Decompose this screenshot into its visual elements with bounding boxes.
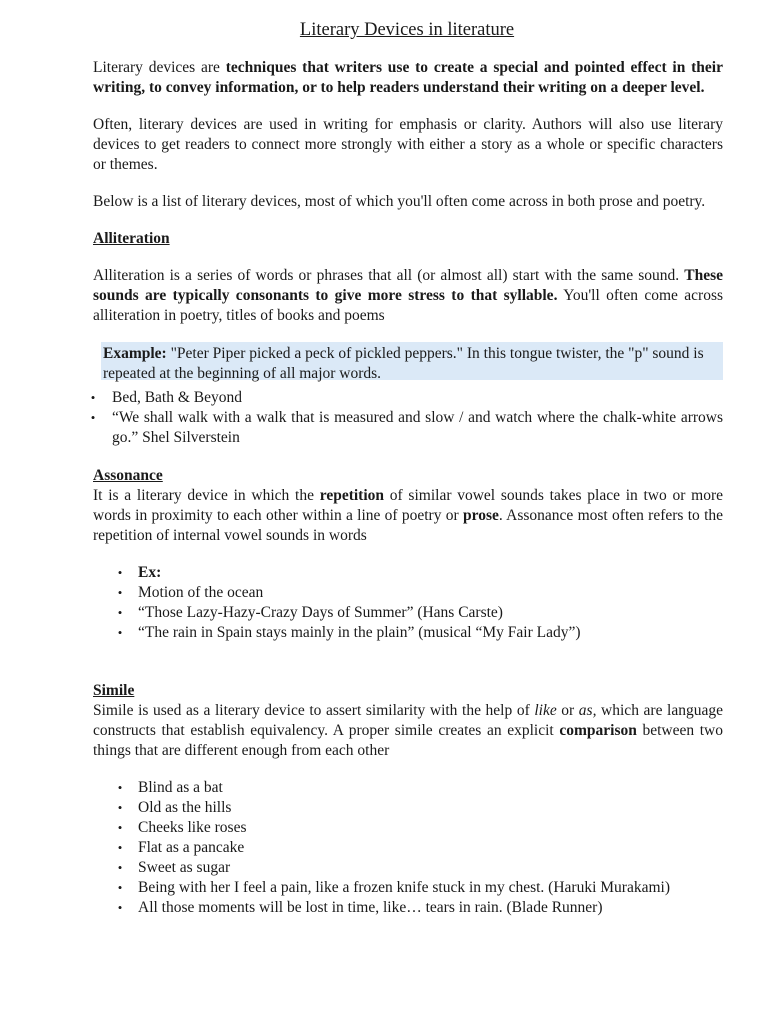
bullet-icon: • (117, 880, 123, 895)
assonance-text-c: . Assonance most often refers to the repetition of internal vowel sounds in words (93, 507, 724, 544)
example-text: "Peter Piper picked a peck of pickled peppers." In this tongue twister, the "p" sound is repeated at the beginning of all major words. (103, 345, 704, 382)
assonance-text-b: of similar vowel sounds takes place in two or more words in proximity to each other within a line of poetry or (93, 487, 724, 524)
simile-or: or (556, 702, 579, 719)
bullet-icon: • (117, 780, 123, 795)
list-item (87, 388, 723, 408)
list-item-text: “Those Lazy-Hazy-Crazy Days of Summer” (Hans Carste) (138, 604, 503, 621)
simile-text-a: Simile is used as a literary device to assert similarity with the help of (93, 702, 535, 719)
list-item (113, 603, 723, 623)
list-item-text: Blind as a bat (138, 779, 223, 796)
list-item-text: Being with her I feel a pain, like a frozen knife stuck in my chest. (Haruki Murakami) (138, 879, 670, 896)
simile-like: like (534, 702, 557, 719)
list-item (113, 778, 723, 798)
intro-paragraph-2: Often, literary devices are used in writing for emphasis or clarity. Authors will also use literary devices to get readers to connect more strongly with either a story as a whole or specific characters or themes. (93, 116, 723, 173)
list-item (113, 818, 723, 838)
assonance-text-a: It is a literary device in which the (93, 487, 320, 504)
list-item-text: “The rain in Spain stays mainly in the plain” (musical “My Fair Lady”) (138, 624, 581, 641)
list-item (87, 408, 723, 448)
bullet-icon: • (90, 410, 96, 425)
intro-paragraph-1 (93, 58, 723, 98)
list-item-text: Flat as a pancake (138, 839, 245, 856)
list-item-text: Motion of the ocean (138, 584, 264, 601)
list-item (113, 623, 723, 643)
list-item-text: “We shall walk with a walk that is measured and slow / and watch where the chalk-white arrows go.” Shel Silverstein (112, 409, 723, 446)
list-item (113, 878, 723, 898)
list-item (113, 838, 723, 858)
intro-paragraph-3: Below is a list of literary devices, most of which you'll often come across in both prose and poetry. (93, 193, 706, 210)
list-item (113, 563, 723, 583)
bullet-icon: • (90, 390, 96, 405)
list-item-text: Cheeks like roses (138, 819, 247, 836)
alliteration-text-b: You'll often come across alliteration in poetry, titles of books and poems (93, 287, 724, 324)
bullet-icon: • (117, 800, 123, 815)
assonance-list (113, 563, 723, 643)
list-item-text: Bed, Bath & Beyond (112, 389, 243, 406)
simile-list (113, 778, 723, 918)
simile-heading: Simile (93, 682, 135, 699)
assonance-heading: Assonance (93, 467, 163, 484)
list-item (113, 583, 723, 603)
alliteration-list (87, 388, 723, 448)
example-label: Example: (103, 345, 167, 362)
simile-paragraph (93, 701, 723, 761)
alliteration-heading: Alliteration (93, 230, 170, 247)
list-item (113, 798, 723, 818)
list-item-text: Sweet as sugar (138, 859, 231, 876)
bullet-icon: • (117, 900, 123, 915)
alliteration-paragraph (93, 266, 723, 326)
assonance-paragraph (93, 486, 723, 546)
intro-bold-text: techniques that writers use to create a special and pointed effect in their writing, to convey information, or to help readers understand their writing on a deeper level. (93, 59, 723, 96)
example-box (101, 342, 723, 380)
list-item (113, 858, 723, 878)
alliteration-bold-text: These sounds are typically consonants to give more stress to that syllable. (93, 267, 723, 304)
simile-text-c: between two things that are different enough from each other (93, 722, 723, 759)
list-item-text: Old as the hills (138, 799, 232, 816)
simile-bold-comparison: comparison (559, 722, 637, 739)
bullet-icon: • (117, 625, 123, 640)
list-item-text: All those moments will be lost in time, like… tears in rain. (Blade Runner) (138, 899, 603, 916)
simile-as: as, (578, 702, 597, 719)
list-item (113, 898, 723, 918)
page-title: Literary Devices in literature (299, 20, 515, 40)
bullet-icon: • (117, 860, 123, 875)
simile-text-b: which are language constructs that establish equivalency. A proper simile creates an explicit (93, 702, 723, 739)
bullet-icon: • (117, 585, 123, 600)
bullet-icon: • (117, 820, 123, 835)
bullet-icon: • (117, 565, 123, 580)
bullet-icon: • (117, 605, 123, 620)
example-paragraph (103, 344, 723, 384)
intro-text: Literary devices are (93, 59, 226, 76)
assonance-bold-repetition: repetition (319, 487, 385, 504)
bullet-icon: • (117, 840, 123, 855)
list-item-text: Ex: (138, 564, 162, 581)
alliteration-text-a: Alliteration is a series of words or phrases that all (or almost all) start with the same sound. (93, 267, 685, 284)
assonance-bold-prose: prose (462, 507, 499, 524)
